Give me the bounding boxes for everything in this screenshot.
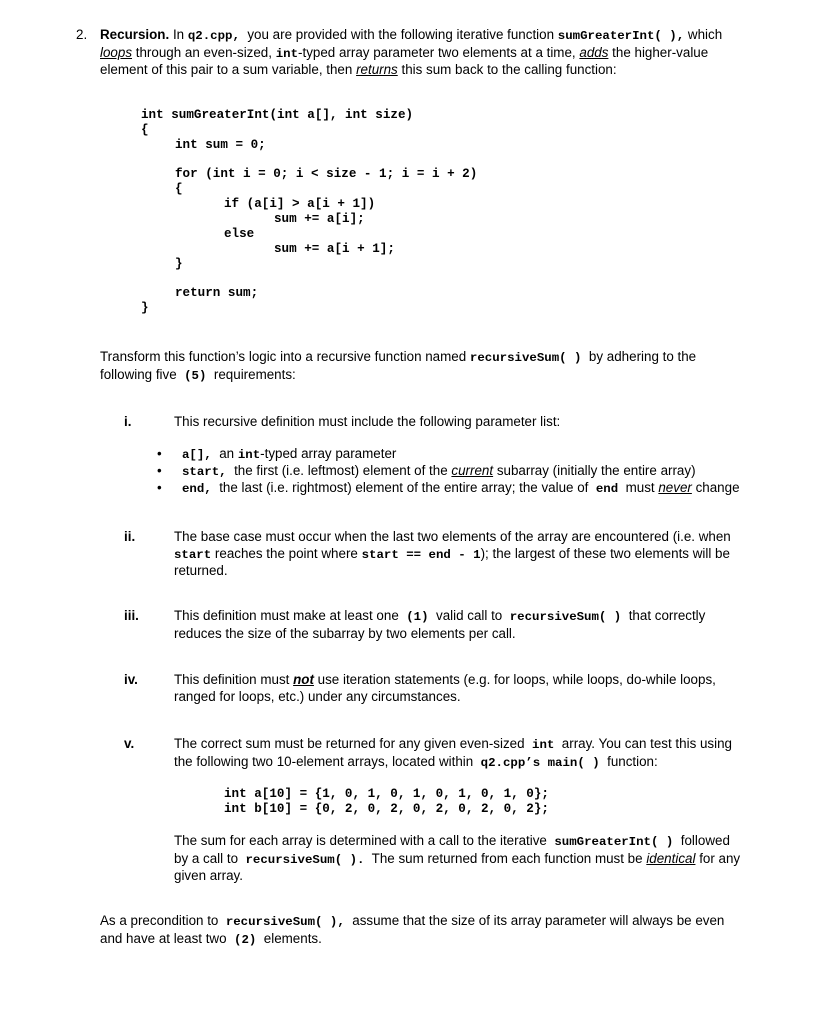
param-text: the last (i.e. rightmost) element of the entire array; the value of [219,480,589,495]
var-start: start [174,547,212,562]
code-line: int sum = 0; [175,138,266,152]
req-1-text: This recursive definition must include the following parameter list: [174,414,561,429]
intro-text: through an even-sized, [135,44,272,60]
param-text: an [219,446,235,461]
req-2-number: ii. [124,529,136,544]
req-5-text [174,736,774,771]
question-title: Recursion. [100,27,170,42]
req-3-fragment: valid call to [436,608,503,623]
emphasis-adds: adds [579,44,609,60]
test-array-b: int b[10] = {0, 2, 0, 2, 0, 2, 0, 2, 0, 2}; [224,802,549,816]
type-int: int [275,46,299,61]
summary-fragment: for any [699,850,741,866]
summary-line: given array. [174,868,243,883]
req-3-fragment: that correctly [628,608,706,623]
filename: q2.cpp, [187,29,240,43]
intro-text: the higher-value [612,44,709,60]
req-3-fragment: This definition must make at least one [174,608,399,623]
transform-text: following five [100,366,177,382]
req-2-line: The base case must occur when the last two elements of the array are encountered (i.e. when [174,529,731,544]
test-array-a: int a[10] = {1, 0, 1, 0, 1, 0, 1, 0, 1, 0}; [224,787,549,801]
req-1-number: i. [124,414,132,429]
emphasis-current: current [451,463,494,478]
intro-text: In [172,27,185,42]
function-name: recursiveSum( ) [509,610,622,624]
param-a-item [182,446,396,464]
summary-fragment: The sum for each array is determined with a call to the iterative [174,833,547,848]
transform-text: requirements: [213,366,296,382]
req-5-fragment: array. You can test this using [561,736,732,751]
transform-text: by adhering to the [588,349,697,364]
intro-text: you are provided with the following iterative function [247,27,555,42]
precondition-line [100,931,780,949]
req-5-line [174,754,774,772]
param-a: a[], [182,448,212,462]
intro-text: -typed array parameter two elements at a time, [298,44,576,60]
code-line: for (int i = 0; i < size - 1; i = i + 2) [175,167,478,181]
req-4-line [174,672,774,689]
code-line: { [141,123,149,137]
param-start-item [182,463,696,481]
intro-line-3 [100,62,780,79]
req-4-text [174,672,774,705]
req-5-fragment: The correct sum must be returned for any given even-sized [174,736,525,751]
function-name: recursiveSum( ). [245,852,365,867]
req-4-fragment: This definition must [174,672,290,687]
main-function: q2.cpp’s main( ) [480,755,600,770]
function-name: sumGreaterInt( ) [554,835,674,849]
code-line: } [175,257,183,271]
precondition-fragment: As a precondition to [100,913,219,928]
req-5-number: v. [124,736,135,751]
transform-line-2 [100,367,780,385]
transform-paragraph [100,349,780,384]
transform-line-1 [100,349,780,367]
req-5-fragment: function: [607,753,658,769]
param-end: end, [182,482,212,496]
function-name: recursiveSum( ) [469,351,582,365]
count-one: (1) [406,610,429,624]
param-end-item [182,480,740,498]
var-end: end [595,482,619,496]
param-start: start, [182,465,227,479]
req-3-number: iii. [124,608,139,623]
transform-text: Transform this function’s logic into a recursive function named [100,349,467,364]
req-5-fragment: the following two 10-element arrays, located within [174,753,474,769]
code-line: int sumGreaterInt(int a[], int size) [141,108,414,122]
req-3-line [174,608,774,626]
code-line: { [175,182,183,196]
req-3-line: reduces the size of the subarray by two elements per call. [174,625,516,641]
req-2-text [174,529,774,580]
intro-text: element of this pair to a sum variable, then [100,62,353,77]
summary-line [174,851,774,869]
precondition-fragment: elements. [263,930,322,946]
base-condition: start == end - 1 [361,547,481,562]
param-text: -typed array parameter [260,446,397,461]
req-2-fragment: reaches the point where [214,545,358,561]
precondition-fragment: and have at least two [100,930,227,946]
param-text: subarray (initially the entire array) [496,463,696,478]
code-line: else [224,227,255,241]
intro-text: which [687,27,723,42]
precondition-paragraph [100,913,780,948]
count-two: (2) [234,932,257,947]
type-int: int [532,738,555,752]
question-number: 2. [76,27,88,42]
req-4-line: ranged for loops, etc.) under any circumstances. [174,688,461,704]
param-text: the first (i.e. leftmost) element of the [234,463,448,478]
code-line: if (a[i] > a[i + 1]) [224,197,376,211]
intro-line-1 [100,27,780,45]
req-2-line [174,546,774,564]
req-3-text [174,608,774,642]
intro-paragraph [100,27,780,79]
code-line: return sum; [175,286,259,300]
bullet-icon: • [157,463,162,478]
code-line: sum += a[i + 1]; [274,242,395,256]
req-2-fragment: ); the largest of these two elements will be [480,545,730,561]
req-5-summary [174,833,774,885]
precondition-fragment: assume that the size of its array parameter will always be even [352,913,725,928]
code-line: sum += a[i]; [274,212,365,226]
param-text: change [695,480,740,495]
emphasis-identical: identical [646,850,696,866]
emphasis-loops: loops [100,44,133,60]
function-name: recursiveSum( ), [225,915,345,929]
emphasis-not: not [293,672,314,687]
intro-line-2 [100,45,780,63]
summary-fragment: The sum returned from each function must be [371,850,643,866]
req-2-line: returned. [174,563,228,578]
bullet-icon: • [157,446,162,461]
intro-text: this sum back to the calling function: [401,62,617,77]
req-5-line [174,736,774,754]
code-line: } [141,301,149,315]
emphasis-returns: returns [356,62,398,77]
emphasis-never: never [658,480,692,495]
param-text: must [625,480,655,495]
summary-fragment: followed [680,833,730,848]
type-int: int [237,448,261,462]
req-4-fragment: use iteration statements (e.g. for loops, while loops, do-while loops, [317,672,716,687]
count-five: (5) [184,368,207,383]
bullet-icon: • [157,480,162,495]
req-4-number: iv. [124,672,138,687]
precondition-line [100,913,780,931]
function-name: sumGreaterInt( ), [557,29,685,43]
summary-fragment: by a call to [174,850,239,866]
summary-line [174,833,774,851]
